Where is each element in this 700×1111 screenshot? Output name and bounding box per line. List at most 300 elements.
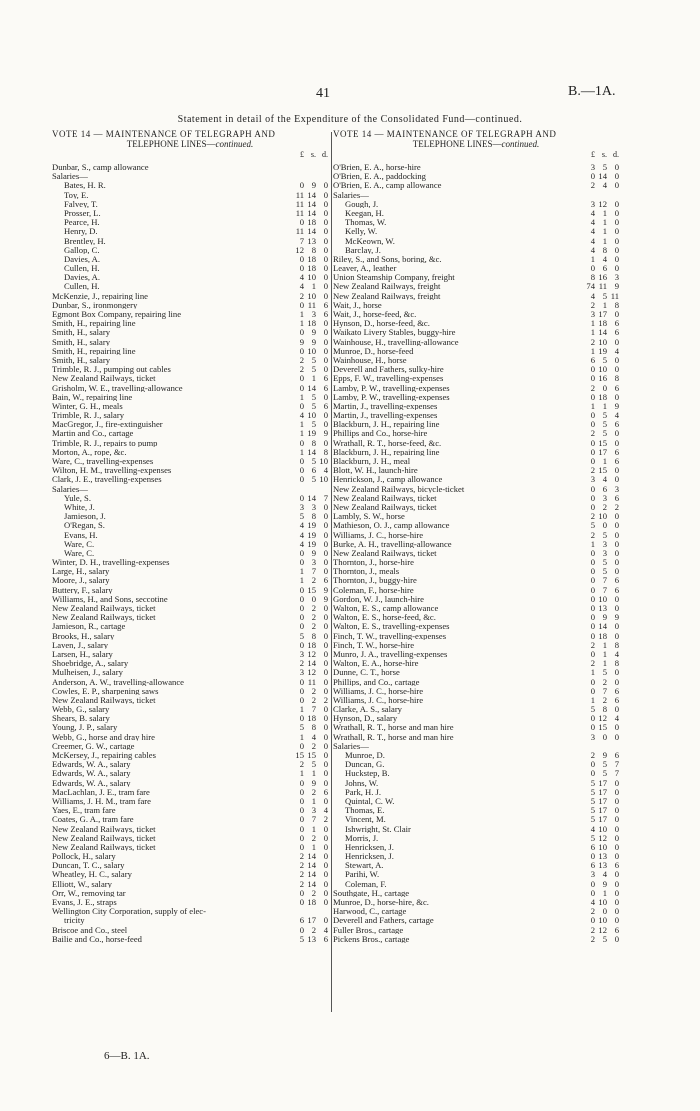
ledger-entry-description: Gordon, W. J., launch-hire <box>333 594 424 604</box>
ledger-entry-description: Edwards, W. A., salary <box>52 778 131 788</box>
ledger-entry-amount <box>583 264 619 273</box>
amount-pounds: 6 <box>590 861 595 871</box>
ledger-row <box>333 172 619 181</box>
ledger-entry-description: Larsen, H., salary <box>52 649 113 659</box>
amount-pence: 0 <box>614 787 619 797</box>
amount-pounds: 0 <box>299 640 304 650</box>
amount-shillings: 15 <box>598 438 607 448</box>
ledger-entry-amount <box>292 237 328 246</box>
ledger-entry-amount <box>583 641 619 650</box>
ledger-entry-amount <box>583 393 619 402</box>
amount-shillings: 9 <box>311 328 316 338</box>
amount-pounds: 5 <box>299 723 304 733</box>
amount-shillings: 9 <box>311 181 316 191</box>
amount-pence: 0 <box>323 705 328 715</box>
amount-shillings: 5 <box>311 355 316 365</box>
ledger-entry-amount <box>292 209 328 218</box>
ledger-entry-description: Williams, J. C., horse-hire <box>333 686 424 696</box>
ledger-entry-amount <box>583 861 619 870</box>
ledger-entry-amount <box>292 870 328 879</box>
ledger-row <box>52 751 328 760</box>
ledger-row <box>52 420 328 429</box>
ledger-entry-description: Parihi, W. <box>345 870 380 880</box>
amount-pounds: 4 <box>590 218 595 228</box>
ledger-row <box>333 181 619 190</box>
amount-pounds: 2 <box>590 300 595 310</box>
ledger-entry-description: Fuller Bros., cartage <box>333 925 404 935</box>
amount-pence: 0 <box>323 328 328 338</box>
shillings-unit: s. <box>601 150 607 159</box>
amount-shillings: 5 <box>602 420 607 430</box>
ledger-row <box>333 769 619 778</box>
amount-shillings: 5 <box>311 420 316 430</box>
ledger-entry-amount <box>583 576 619 585</box>
ledger-entry-amount <box>583 503 619 512</box>
amount-pounds: 1 <box>590 254 595 264</box>
ledger-entry-description: Salaries— <box>52 484 88 494</box>
amount-shillings: 1 <box>602 640 607 650</box>
ledger-entry-description: Trimble, R. J., repairs to pump <box>52 438 158 448</box>
amount-shillings: 13 <box>598 861 607 871</box>
ledger-entry-amount <box>292 926 328 935</box>
ledger-entry-description: Coleman, F., horse-hire <box>333 585 414 595</box>
ledger-entry-description: MacGregor, J., fire-extinguisher <box>52 420 163 429</box>
ledger-row <box>52 457 328 466</box>
amount-shillings: 2 <box>311 925 316 935</box>
ledger-entry-description: Pearce, H. <box>64 218 100 227</box>
left-column <box>52 130 328 944</box>
ledger-entry-description: Blott, W. H., launch-hire <box>333 466 418 475</box>
ledger-entry-description: Davies, A. <box>64 254 101 264</box>
ledger-entry-amount <box>292 889 328 898</box>
amount-pounds: 0 <box>299 346 304 356</box>
ledger-row <box>52 181 328 190</box>
ledger-entry-amount <box>292 696 328 705</box>
amount-pounds: 3 <box>299 668 304 678</box>
ledger-row <box>52 439 328 448</box>
ledger-entry-description: Phillips, and Co., cartage <box>333 677 420 687</box>
amount-shillings: 14 <box>307 861 316 871</box>
amount-pounds: 0 <box>590 411 595 421</box>
ledger-entry-description: Edwards, W. A., salary <box>52 760 131 769</box>
amount-shillings: 5 <box>602 291 607 301</box>
ledger-row <box>52 870 328 879</box>
amount-pounds: 0 <box>299 833 304 843</box>
ledger-row <box>333 861 619 870</box>
amount-pence: 0 <box>323 548 328 558</box>
amount-shillings: 0 <box>311 594 316 604</box>
amount-pence: 0 <box>323 842 328 852</box>
amount-pounds: 0 <box>299 328 304 338</box>
ledger-entry-amount <box>292 319 328 328</box>
ledger-entry-description: Epps, F. W., travelling-expenses <box>333 374 444 383</box>
ledger-entry-amount <box>583 347 619 356</box>
ledger-row <box>333 328 619 337</box>
ledger-entry-description: Jamieson, J. <box>64 512 106 521</box>
ledger-row <box>52 163 328 172</box>
amount-pounds: 1 <box>299 705 304 715</box>
ledger-entry-amount <box>583 558 619 567</box>
ledger-entry-amount <box>292 733 328 742</box>
amount-pence: 0 <box>614 916 619 926</box>
ledger-row <box>333 751 619 760</box>
amount-pounds: 2 <box>590 429 595 439</box>
ledger-entry-amount <box>292 264 328 273</box>
ledger-row <box>52 209 328 218</box>
amount-pounds: 0 <box>299 695 304 705</box>
ledger-row <box>333 797 619 806</box>
amount-pence: 0 <box>323 741 328 751</box>
ledger-entry-description: Thornton, J., horse-hire <box>333 558 414 567</box>
amount-shillings: 6 <box>602 264 607 274</box>
ledger-entry-amount <box>292 714 328 723</box>
amount-pence: 0 <box>323 346 328 356</box>
ledger-row <box>52 282 328 291</box>
amount-pounds: 0 <box>590 613 595 623</box>
ledger-entry-description: Lamby, P. W., travelling-expenses <box>333 392 450 402</box>
amount-shillings: 10 <box>598 898 607 907</box>
ledger-entry-amount <box>583 494 619 503</box>
ledger-entry-description: Mathieson, O. J., camp allowance <box>333 521 450 530</box>
amount-shillings: 1 <box>311 374 316 384</box>
ledger-row <box>52 384 328 393</box>
amount-pence: 0 <box>614 842 619 852</box>
ledger-entry-description: O'Brien, E. A., paddocking <box>333 172 426 181</box>
ledger-row <box>52 191 328 200</box>
amount-shillings: 5 <box>311 365 316 375</box>
amount-pence: 0 <box>323 319 328 329</box>
ledger-entry-amount <box>292 650 328 659</box>
amount-pence: 0 <box>323 282 328 292</box>
amount-pounds: 0 <box>299 475 304 485</box>
amount-pence: 0 <box>614 668 619 678</box>
ledger-row <box>52 907 328 916</box>
amount-shillings: 17 <box>598 787 607 797</box>
amount-pounds: 0 <box>299 796 304 806</box>
amount-shillings: 18 <box>598 631 607 641</box>
amount-pence: 4 <box>323 925 328 935</box>
amount-pounds: 0 <box>590 723 595 733</box>
amount-pounds: 0 <box>590 374 595 384</box>
amount-pounds: 4 <box>299 411 304 421</box>
amount-pence: 2 <box>323 815 328 825</box>
amount-shillings: 15 <box>598 466 607 476</box>
ledger-entry-amount <box>292 439 328 448</box>
amount-pence: 0 <box>323 604 328 613</box>
amount-shillings: 2 <box>311 686 316 696</box>
ledger-row <box>333 595 619 604</box>
ledger-entry-description: Pickens Bros., cartage <box>333 934 410 944</box>
amount-pence: 0 <box>614 310 619 319</box>
amount-pence: 0 <box>323 888 328 898</box>
amount-pounds: 0 <box>299 824 304 834</box>
amount-pence: 0 <box>323 769 328 779</box>
left-column-subtitle-text: TELEPHONE LINES— <box>126 139 216 149</box>
amount-pence: 0 <box>614 604 619 613</box>
amount-pence: 0 <box>323 714 328 724</box>
ledger-entry-amount <box>583 760 619 769</box>
amount-pence: 0 <box>323 530 328 540</box>
amount-pounds: 0 <box>590 548 595 558</box>
ledger-entry-description: New Zealand Railways, ticket <box>333 493 437 503</box>
ledger-entry-amount <box>292 861 328 870</box>
amount-shillings: 8 <box>311 631 316 641</box>
ledger-entry-amount <box>292 705 328 714</box>
amount-pounds: 2 <box>590 383 595 393</box>
ledger-entry-amount <box>583 815 619 824</box>
ledger-row <box>52 466 328 475</box>
amount-shillings: 9 <box>602 879 607 889</box>
amount-pence: 10 <box>319 475 328 485</box>
amount-pence: 0 <box>614 208 619 218</box>
amount-shillings: 8 <box>311 438 316 448</box>
amount-shillings: 7 <box>311 567 316 577</box>
ledger-entry-description: Morton, A., rope, &c. <box>52 447 127 457</box>
ledger-row <box>52 687 328 696</box>
statement-heading: Statement in detail of the Expenditure of the Consolidated Fund—continued. <box>177 114 523 125</box>
ledger-row <box>52 531 328 540</box>
amount-pence: 0 <box>614 796 619 806</box>
ledger-row <box>333 209 619 218</box>
ledger-row <box>333 163 619 172</box>
ledger-entry-amount <box>292 393 328 402</box>
amount-pence: 0 <box>323 659 328 669</box>
ledger-row <box>52 264 328 273</box>
ledger-entry-description: Smith, H., repairing line <box>52 319 136 328</box>
ledger-entry-description: Moore, J., salary <box>52 576 110 586</box>
amount-shillings: 4 <box>602 181 607 191</box>
ledger-row <box>333 586 619 595</box>
ledger-entry-amount <box>292 540 328 549</box>
ledger-entry-amount <box>583 852 619 861</box>
amount-pounds: 0 <box>590 604 595 613</box>
ledger-entry-amount <box>292 622 328 631</box>
ledger-entry-amount <box>292 641 328 650</box>
amount-pounds: 0 <box>299 585 304 595</box>
amount-pence: 0 <box>614 594 619 604</box>
ledger-entry-description: Martin, J., travelling-expenses <box>333 401 438 411</box>
ledger-entry-description: Gallop, C. <box>64 245 100 255</box>
ledger-row <box>52 595 328 604</box>
ledger-row <box>333 310 619 319</box>
amount-shillings: 3 <box>311 502 316 512</box>
amount-pounds: 0 <box>299 558 304 568</box>
amount-pence: 0 <box>323 337 328 347</box>
ledger-entry-description: Wait, J., horse <box>333 300 382 310</box>
ledger-entry-description: Munroe, D. <box>345 751 385 760</box>
amount-pence: 0 <box>323 273 328 283</box>
ledger-row <box>333 512 619 521</box>
ledger-row <box>333 264 619 273</box>
ledger-row <box>52 760 328 769</box>
ledger-entry-description: Williams, J. C., horse-hire <box>333 530 424 540</box>
amount-shillings: 12 <box>598 199 607 209</box>
ledger-entry-description: Ware, C., travelling-expenses <box>52 457 154 466</box>
ledger-row <box>52 668 328 677</box>
amount-pence: 6 <box>614 576 619 586</box>
ledger-entry-description: Salaries— <box>333 190 369 200</box>
left-column-subtitle-italic: continued. <box>215 139 254 149</box>
ledger-entry-description: Coates, G. A., tram fare <box>52 815 134 824</box>
amount-shillings: 17 <box>598 447 607 457</box>
ledger-entry-description: Burke, A. H., travelling-allowance <box>333 539 452 549</box>
ledger-entry-description: O'Brien, E. A., horse-hire <box>333 163 421 172</box>
ledger-row <box>333 374 619 383</box>
amount-pounds: 2 <box>590 751 595 760</box>
amount-pence: 0 <box>323 190 328 200</box>
amount-pounds: 0 <box>299 842 304 852</box>
amount-shillings: 14 <box>307 879 316 889</box>
amount-pounds: 0 <box>590 852 595 862</box>
ledger-entry-amount <box>292 632 328 641</box>
ledger-entry-description: Brooks, H., salary <box>52 631 115 641</box>
amount-pence: 9 <box>614 401 619 411</box>
ledger-entry-amount <box>583 632 619 641</box>
amount-shillings: 13 <box>307 236 316 246</box>
ledger-row <box>333 246 619 255</box>
amount-pounds: 11 <box>295 208 304 218</box>
ledger-entry-amount <box>292 668 328 677</box>
ledger-entry-description: Morris, J. <box>345 833 379 843</box>
amount-pounds: 3 <box>590 732 595 742</box>
ledger-entry-amount <box>292 935 328 944</box>
amount-pence: 0 <box>323 567 328 577</box>
amount-shillings: 14 <box>307 447 316 457</box>
amount-shillings: 14 <box>598 328 607 338</box>
ledger-entry-amount <box>583 806 619 815</box>
shillings-unit: s. <box>310 150 316 159</box>
amount-pounds: 3 <box>590 199 595 209</box>
ledger-row <box>333 475 619 484</box>
ledger-row <box>52 558 328 567</box>
ledger-entry-amount <box>583 374 619 383</box>
ledger-row <box>333 779 619 788</box>
amount-shillings: 18 <box>307 218 316 228</box>
amount-pence: 9 <box>323 429 328 439</box>
ledger-entry-description: Yaes, E., tram fare <box>52 806 116 815</box>
ledger-entry-description: Phillips and Co., horse-hire <box>333 429 428 439</box>
ledger-row <box>52 825 328 834</box>
column-divider <box>331 132 332 1012</box>
ledger-row <box>333 558 619 567</box>
amount-shillings: 12 <box>598 833 607 843</box>
amount-pence: 3 <box>614 484 619 494</box>
ledger-entry-amount <box>583 926 619 935</box>
ledger-entry-amount <box>292 191 328 200</box>
amount-shillings: 19 <box>307 521 316 531</box>
ledger-entry-amount <box>292 843 328 852</box>
ledger-entry-amount <box>583 604 619 613</box>
ledger-entry-amount <box>292 769 328 778</box>
ledger-entry-description: Williams, J. C., horse-hire <box>333 695 424 705</box>
amount-pence: 0 <box>323 181 328 191</box>
amount-shillings: 4 <box>602 870 607 880</box>
amount-shillings: 1 <box>602 236 607 246</box>
amount-shillings: 19 <box>307 429 316 439</box>
ledger-entry-description: Clark, J. E., travelling-expenses <box>52 475 162 484</box>
ledger-row <box>52 576 328 585</box>
amount-pence: 4 <box>323 806 328 816</box>
amount-pounds: 0 <box>590 420 595 430</box>
amount-pounds: 0 <box>590 438 595 448</box>
ledger-row <box>333 705 619 714</box>
amount-shillings: 3 <box>602 548 607 558</box>
ledger-entry-description: Cullen, H. <box>64 282 100 292</box>
amount-pounds: 1 <box>299 392 304 402</box>
ledger-row <box>333 576 619 585</box>
ledger-entry-amount <box>583 916 619 925</box>
amount-pence: 0 <box>323 631 328 641</box>
ledger-row <box>52 301 328 310</box>
ledger-row <box>52 898 328 907</box>
ledger-entry-amount <box>583 751 619 760</box>
amount-pence: 0 <box>614 163 619 172</box>
amount-shillings: 7 <box>311 815 316 825</box>
amount-pounds: 2 <box>299 365 304 375</box>
ledger-entry-amount <box>292 852 328 861</box>
ledger-entry-amount <box>583 338 619 347</box>
amount-pence: 0 <box>323 778 328 788</box>
ledger-entry-amount <box>583 365 619 374</box>
ledger-entry-description: New Zealand Railways, ticket <box>52 833 156 843</box>
ledger-entry-description: Thomas, E. <box>345 806 385 815</box>
amount-pence: 0 <box>614 254 619 264</box>
ledger-row <box>333 191 619 200</box>
amount-shillings: 2 <box>311 787 316 797</box>
ledger-entry-amount <box>292 659 328 668</box>
amount-shillings: 12 <box>598 925 607 935</box>
amount-shillings: 15 <box>598 723 607 733</box>
ledger-entry-description: Henricksen, J. <box>345 852 394 861</box>
amount-pence: 0 <box>614 833 619 843</box>
amount-pounds: 0 <box>299 457 304 466</box>
amount-pence: 2 <box>323 695 328 705</box>
amount-shillings: 19 <box>307 539 316 549</box>
amount-shillings: 2 <box>311 695 316 705</box>
amount-pence: 6 <box>614 457 619 466</box>
ledger-entry-description: Cowles, E. P., sharpening saws <box>52 686 159 696</box>
amount-pence: 6 <box>614 686 619 696</box>
ledger-entry-description: Edwards, W. A., salary <box>52 769 131 778</box>
amount-shillings: 9 <box>311 337 316 347</box>
amount-pounds: 1 <box>299 567 304 577</box>
amount-shillings: 14 <box>307 852 316 862</box>
ledger-entry-amount <box>583 843 619 852</box>
ledger-entry-amount <box>583 586 619 595</box>
ledger-entry-amount <box>292 365 328 374</box>
ledger-entry-description: Shoebridge, A., salary <box>52 659 129 668</box>
ledger-entry-description: Webb, G., salary <box>52 705 110 714</box>
ledger-row <box>333 935 619 944</box>
ledger-row <box>52 328 328 337</box>
amount-pence: 0 <box>323 245 328 255</box>
ledger-entry-amount <box>292 760 328 769</box>
amount-shillings: 11 <box>307 300 316 310</box>
ledger-entry-description: Martin and Co., cartage <box>52 429 134 439</box>
amount-pounds: 1 <box>590 539 595 549</box>
amount-pence: 0 <box>614 337 619 347</box>
amount-shillings: 5 <box>311 475 316 485</box>
amount-pounds: 0 <box>299 888 304 898</box>
amount-pounds: 0 <box>299 898 304 907</box>
amount-shillings: 5 <box>602 530 607 540</box>
amount-pence: 0 <box>323 751 328 760</box>
ledger-entry-description: White, J. <box>64 502 95 512</box>
ledger-entry-amount <box>292 273 328 282</box>
amount-pence: 0 <box>614 355 619 365</box>
ledger-row <box>52 742 328 751</box>
ledger-row <box>333 255 619 264</box>
